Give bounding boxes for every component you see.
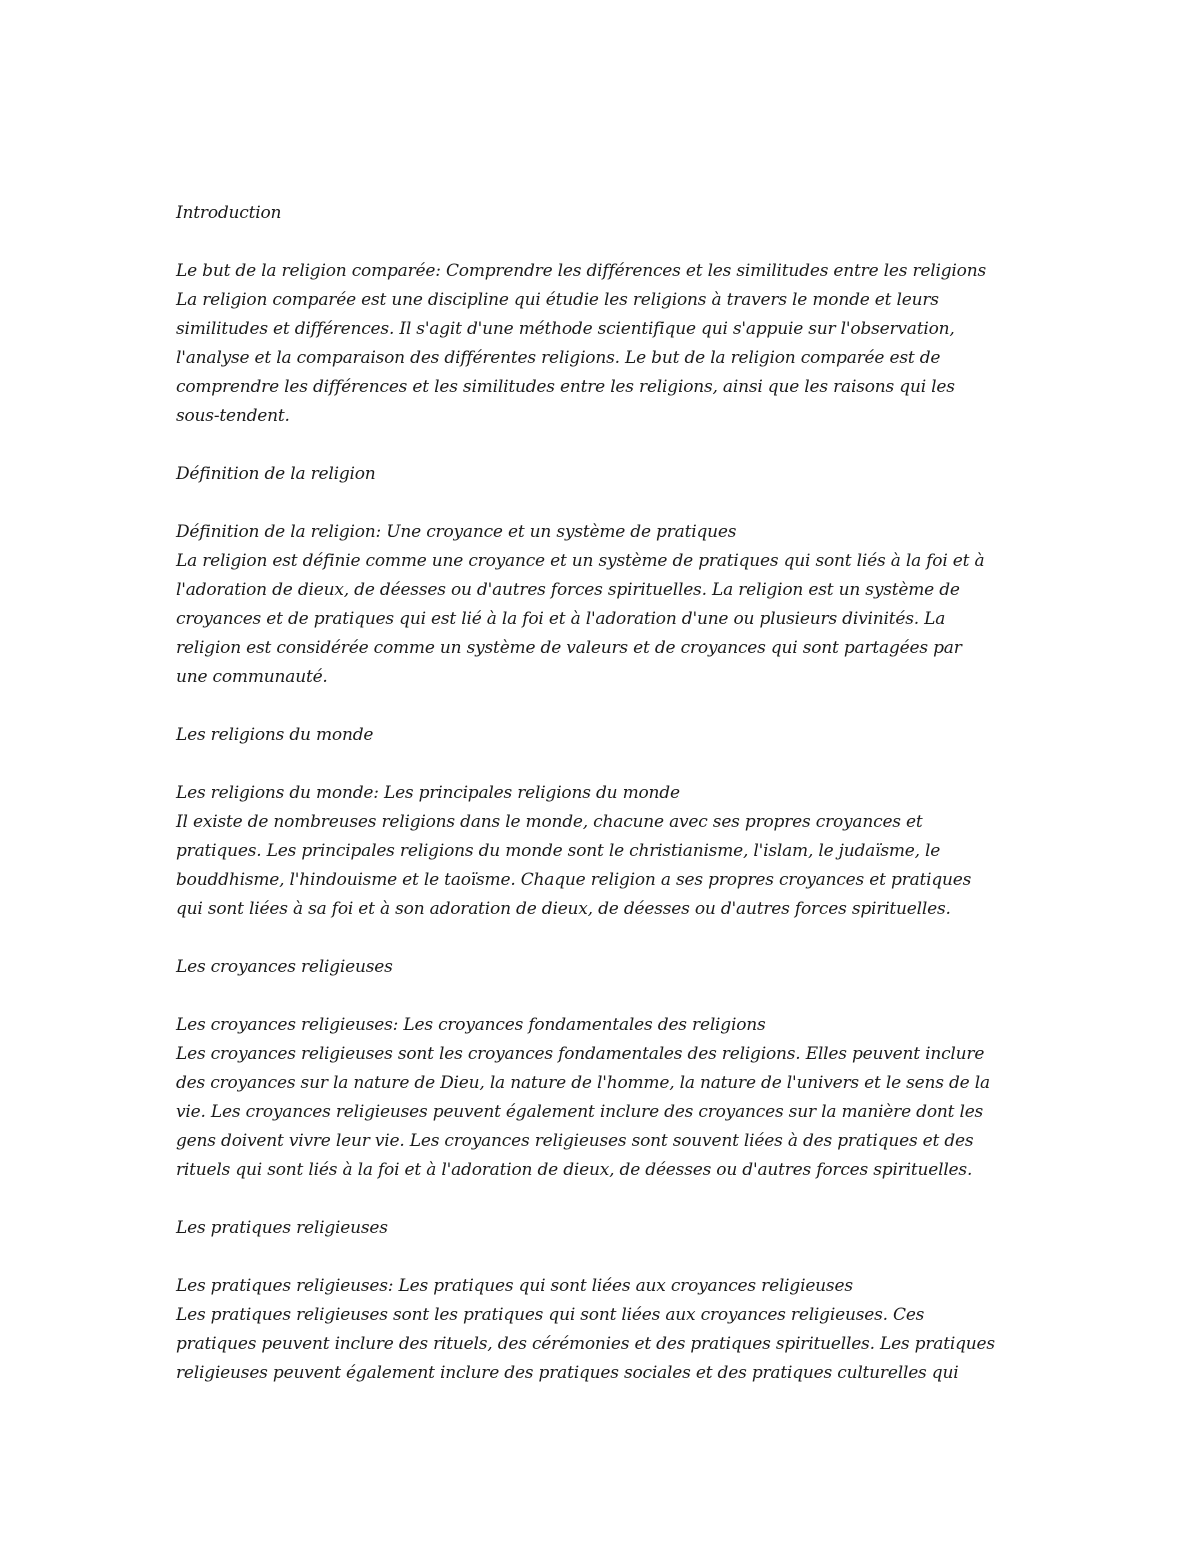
section-heading <box>176 721 1036 750</box>
subheading-text: Les pratiques religieuses: Les pratiques qui sont liées aux croyances religieuses <box>176 1276 853 1296</box>
body-line: religion est considérée comme un système de valeurs et de croyances qui sont partagées par <box>176 638 962 658</box>
heading-text: Introduction <box>176 203 282 223</box>
subheading-text: Définition de la religion: Une croyance et un système de pratiques <box>176 522 737 542</box>
body-line: La religion est définie comme une croyance et un système de pratiques qui sont liés à la foi et à <box>176 551 985 571</box>
body-line: La religion comparée est une discipline qui étudie les religions à travers le monde et leurs <box>176 290 939 310</box>
body-line: des croyances sur la nature de Dieu, la nature de l'homme, la nature de l'univers et le sens de la <box>176 1073 990 1093</box>
body-line: gens doivent vivre leur vie. Les croyances religieuses sont souvent liées à des pratiques et des <box>176 1131 974 1151</box>
body-line: Il existe de nombreuses religions dans le monde, chacune avec ses propres croyances et <box>176 812 923 832</box>
heading-text: Les pratiques religieuses <box>176 1218 388 1238</box>
heading-text: Les croyances religieuses <box>176 957 393 977</box>
section-body <box>176 518 1036 692</box>
body-line: religieuses peuvent également inclure des pratiques sociales et des pratiques culturelles qui <box>176 1363 959 1383</box>
section-heading <box>176 460 1036 489</box>
section-body <box>176 257 1036 431</box>
body-line: une communauté. <box>176 667 328 687</box>
section-heading <box>176 953 1036 982</box>
body-line: croyances et de pratiques qui est lié à la foi et à l'adoration d'une ou plusieurs divinités. La <box>176 609 946 629</box>
body-line: vie. Les croyances religieuses peuvent également inclure des croyances sur la manière dont les <box>176 1102 984 1122</box>
body-line: bouddhisme, l'hindouisme et le taoïsme. Chaque religion a ses propres croyances et pratiques <box>176 870 972 890</box>
subheading-text: Les religions du monde: Les principales religions du monde <box>176 783 680 803</box>
section-body <box>176 1011 1036 1185</box>
body-line: sous-tendent. <box>176 406 290 426</box>
subheading-text: Les croyances religieuses: Les croyances fondamentales des religions <box>176 1015 766 1035</box>
body-line: similitudes et différences. Il s'agit d'une méthode scientifique qui s'appuie sur l'observation, <box>176 319 955 339</box>
section-body <box>176 1272 1036 1388</box>
body-line: pratiques peuvent inclure des rituels, des cérémonies et des pratiques spirituelles. Les pratiques <box>176 1334 995 1354</box>
body-line: comprendre les différences et les similitudes entre les religions, ainsi que les raisons qui les <box>176 377 955 397</box>
subheading-text: Le but de la religion comparée: Comprendre les différences et les similitudes entre les religions <box>176 261 986 281</box>
body-line: pratiques. Les principales religions du monde sont le christianisme, l'islam, le judaïsme, le <box>176 841 941 861</box>
body-line: Les croyances religieuses sont les croyances fondamentales des religions. Elles peuvent inclure <box>176 1044 985 1064</box>
section-heading <box>176 199 1036 228</box>
heading-text: Les religions du monde <box>176 725 374 745</box>
document-page <box>176 199 1036 1417</box>
body-line: Les pratiques religieuses sont les pratiques qui sont liées aux croyances religieuses. Ces <box>176 1305 925 1325</box>
heading-text: Définition de la religion <box>176 464 376 484</box>
body-line: l'adoration de dieux, de déesses ou d'autres forces spirituelles. La religion est un système de <box>176 580 960 600</box>
section-body <box>176 779 1036 924</box>
body-line: qui sont liées à sa foi et à son adoration de dieux, de déesses ou d'autres forces spirituelles. <box>176 899 951 919</box>
body-line: rituels qui sont liés à la foi et à l'adoration de dieux, de déesses ou d'autres forces spirituelles. <box>176 1160 973 1180</box>
body-line: l'analyse et la comparaison des différentes religions. Le but de la religion comparée est de <box>176 348 941 368</box>
section-heading <box>176 1214 1036 1243</box>
